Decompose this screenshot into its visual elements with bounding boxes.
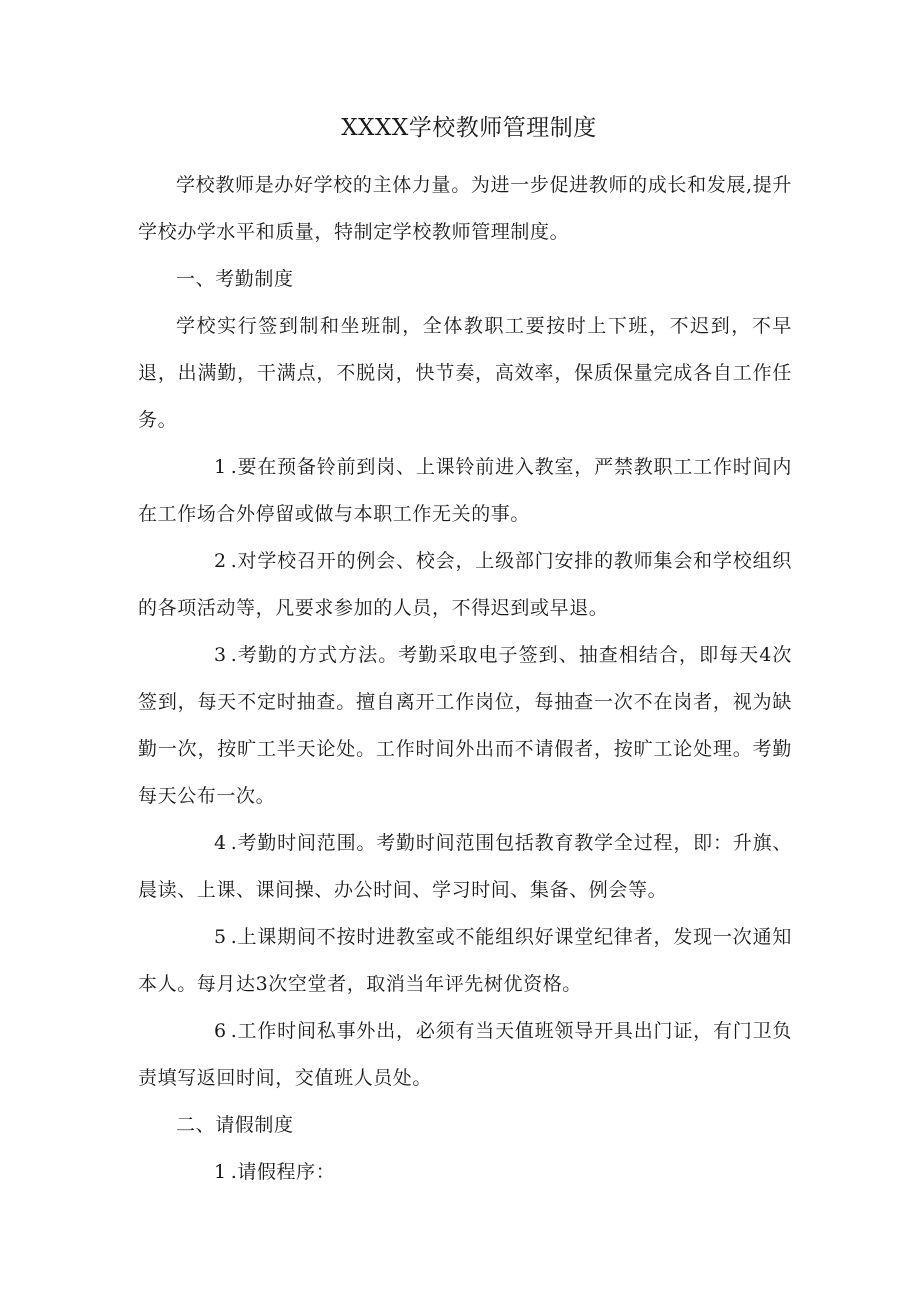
- item-text: .要在预备铃前到岗、上课铃前进入教室，严禁教职工工作时间内在工作场合外停留或做与本职工作无关的事。: [138, 456, 792, 525]
- section-heading-leave: 二、请假制度: [176, 1114, 294, 1136]
- attendance-item-4: [138, 820, 792, 914]
- item-number: 1: [214, 456, 227, 478]
- section-heading-attendance: 一、考勤制度: [176, 268, 294, 290]
- attendance-item-1: [138, 444, 792, 538]
- item-number: 5: [214, 926, 227, 948]
- item-text: .考勤的方式方法。考勤采取电子签到、抽查相结合，即每天4次签到，每天不定时抽查。擅自离开工作岗位，每抽查一次不在岗者，视为缺勤一次，按旷工半天论处。工作时间外出而不请假者，按旷工论处理。考勤每天公布一次。: [138, 644, 792, 807]
- intro-paragraph: 学校教师是办好学校的主体力量。为进一步促进教师的成长和发展,提升学校办学水平和质量，特制定学校教师管理制度。: [138, 174, 792, 243]
- item-number: 3: [214, 644, 227, 666]
- item-number: 2: [214, 550, 227, 572]
- item-number: 4: [214, 832, 227, 854]
- item-number: 6: [214, 1020, 227, 1042]
- attendance-item-2: [138, 538, 792, 632]
- attendance-item-6: [138, 1008, 792, 1102]
- leave-item-1: [138, 1149, 792, 1196]
- item-text: .上课期间不按时进教室或不能组织好课堂纪律者，发现一次通知本人。每月达3次空堂者，取消当年评先树优资格。: [138, 926, 792, 995]
- item-number: 1: [214, 1161, 227, 1183]
- attendance-item-3: [138, 632, 792, 820]
- item-text: .对学校召开的例会、校会，上级部门安排的教师集会和学校组织的各项活动等，凡要求参加的人员，不得迟到或早退。: [138, 550, 792, 619]
- item-text: .请假程序：: [230, 1161, 336, 1183]
- document-title: XXXX学校教师管理制度: [341, 115, 597, 141]
- attendance-item-5: [138, 914, 792, 1008]
- item-text: .工作时间私事外出，必须有当天值班领导开具出门证，有门卫负责填写返回时间，交值班人员处。: [138, 1020, 792, 1089]
- item-text: .考勤时间范围。考勤时间范围包括教育教学全过程，即：升旗、晨读、上课、课间操、办公时间、学习时间、集备、例会等。: [138, 832, 792, 901]
- attendance-intro-paragraph: 学校实行签到制和坐班制，全体教职工要按时上下班，不迟到，不早退，出满勤，干满点，不脱岗，快节奏，高效率，保质保量完成各自工作任务。: [138, 315, 792, 431]
